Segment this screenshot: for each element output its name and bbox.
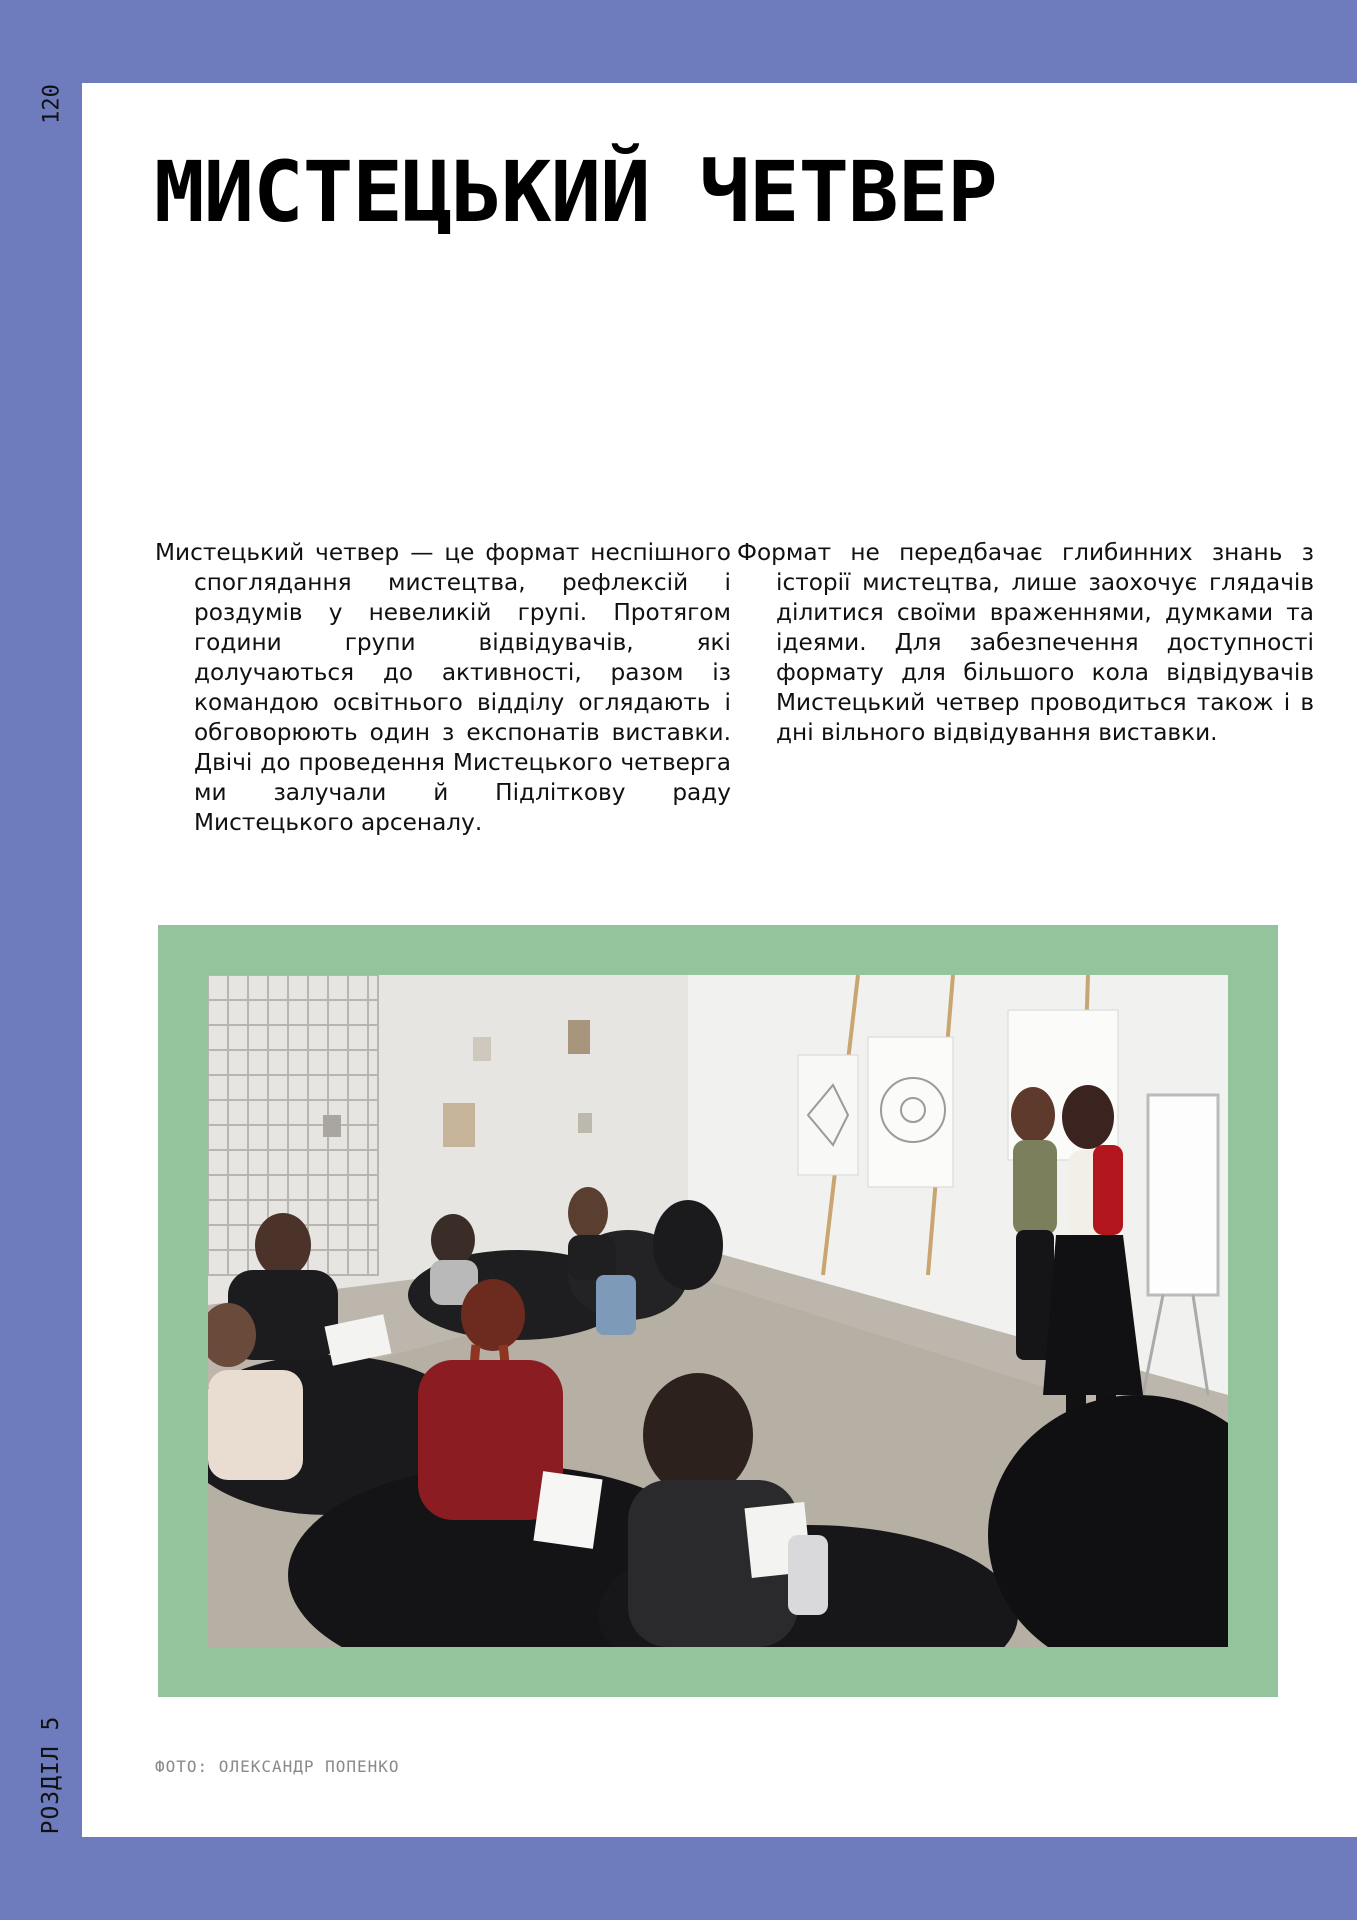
photo-frame [158, 925, 1278, 1697]
event-photo [208, 975, 1228, 1647]
paragraph-right: Формат не передбачає глибинних знань з історії мистецтва, лише заохочує глядачів ділитися своїми враженнями, думками та ідеями. Для забезпечення доступності формату для більшого кола відвідувачів Мистецький четвер проводиться також і в дні вільного відвідування виставки. [737, 539, 1314, 746]
paragraph-left: Мистецький четвер — це формат неспішного споглядання мистецтва, рефлексій і роздумів у невеликій групі. Протягом години групи відвідувачів, які долучаються до активності, разом із командою освітнього відділу оглядають і обговорюють один з експонатів виставки. Двічі до проведення Мистецького четверга ми залучали й Підліткову раду Мистецького арсеналу. [155, 539, 731, 836]
page-title: МИСТЕЦЬКИЙ ЧЕТВЕР [154, 143, 997, 241]
page-number: 120 [39, 84, 65, 124]
section-label: РОЗДІЛ 5 [38, 1715, 64, 1835]
photo-credit: ФОТО: ОЛЕКСАНДР ПОПЕНКО [155, 1757, 400, 1776]
